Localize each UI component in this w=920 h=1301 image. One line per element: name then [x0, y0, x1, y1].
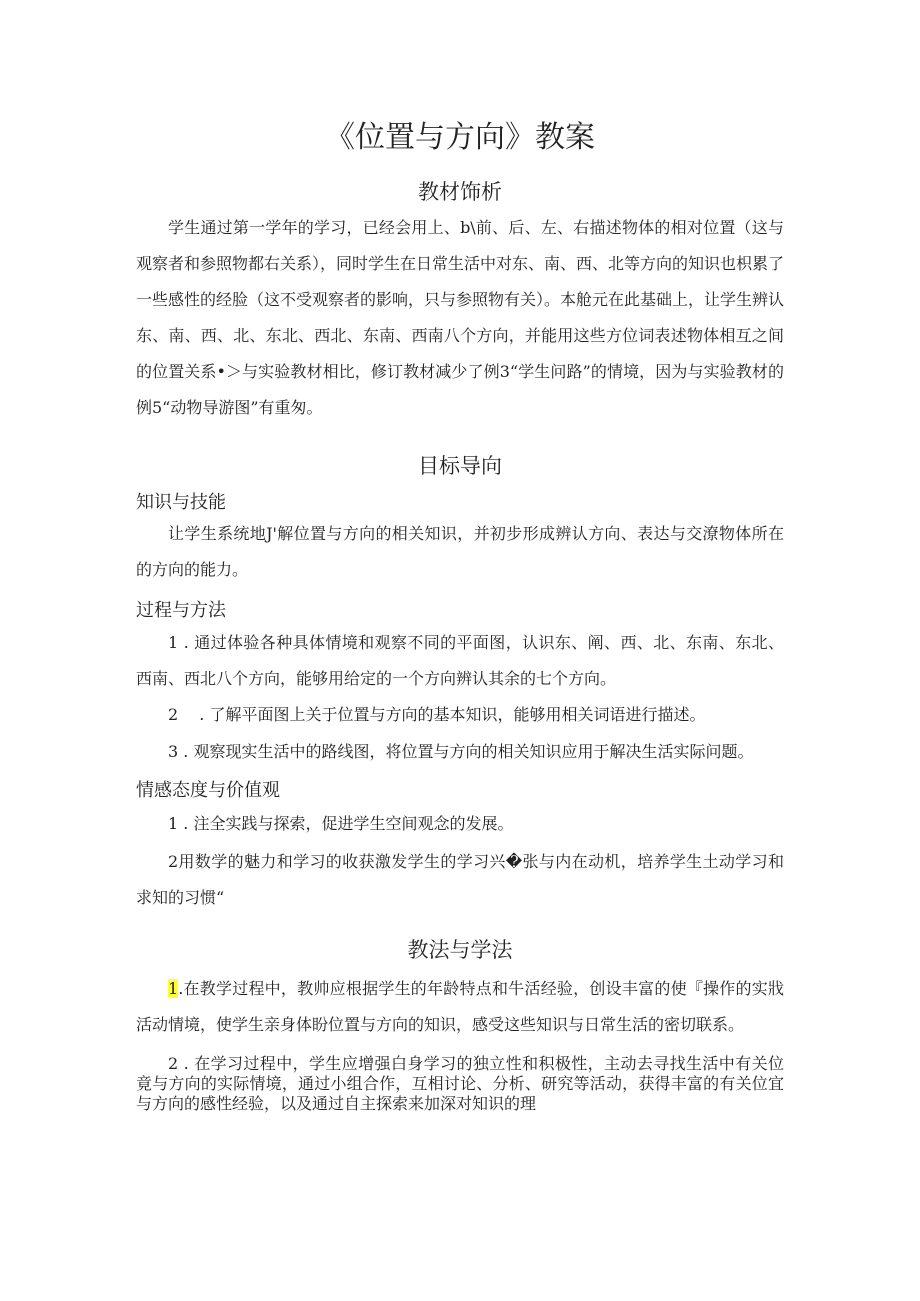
attitude-item-1: 1 . 注全实践与探索，促进学生空间观念的发展。 — [168, 814, 514, 833]
subheading-attitude: 情感态度与价值观 — [136, 780, 280, 801]
section-heading-goals: 目标导向 — [418, 454, 502, 478]
document-title: 《位置与方向》教案 — [325, 120, 595, 155]
section-heading-analysis: 教材饰析 — [418, 180, 502, 204]
process-item-1: 1 . 通过体验各种具体情境和观察不同的平面图，认识东、阐、西、北、东南、东北、西南、西北八个方向，能够用给定的一个方向辨认其余的七个方向。 — [136, 633, 784, 688]
subheading-knowledge: 知识与技能 — [136, 492, 226, 513]
process-item-2: 2 . 了解平面图上关于位置与方向的基本知识，能够用相关词语进行描述。 — [168, 705, 706, 724]
analysis-paragraph: 学生通过第一学年的学习，已经会用上、b\前、后、左、右描述物体的相对位置（这与观察者和参照物都右关系），同时学生在日常生活中对东、南、西、北等方向的知识也枳累了一些感性的经脸（这不受观察者的影响，只与参照物有关）。本舱元在此基础上，让学生辨认东、南、西、北、东北、西北、东南、西南八个方向，并能用这些方位词表述物体相互之间的位置关系•＞与实验教材相比，修订教材减少了例3“学生问路”的情境，因为与实验教材的例5“动物导游图”有重匆。 — [136, 218, 785, 417]
methods-item-2: 2 . 在学习过程中，学生应增强白身学习的独立性和积极性，主动去寻找生活中有关位竟与方向的实际情境，通过小组合作，互相讨论、分析、研究等活动，获得丰富的有关位宜与方向的感性经验，以及通过自主探索来加深对知识的理 — [136, 1054, 784, 1113]
methods-item-1 — [136, 971, 784, 1043]
methods-item-1-text: .在教学过程中，教帅应根据学生的年龄特点和牛活经验，创设丰富的使『操作的实戕活动情境，使学生亲身体盼位置与方向的知识，感受这些知识与日常生活的密切联系。 — [136, 979, 784, 1034]
process-item-3: 3 . 观察现实生活中的路线图，将位置与方向的相关知识应用于解决生活实际问题。 — [168, 742, 754, 761]
highlight-number: 1 — [168, 979, 179, 998]
section-heading-methods: 教法与学法 — [407, 938, 513, 962]
attitude-item-2: 2用数学的魅力和学习的收获激发学生的学习兴�张与内在动机，培养学生土动学习和求知的习惯“ — [136, 852, 784, 907]
knowledge-paragraph: 让学生系统地J'解位置与方向的相关知识，并初步形成辨认方向、表达与交潦物体所在的方向的能力。 — [136, 524, 784, 579]
subheading-process: 过程与方法 — [136, 600, 226, 621]
